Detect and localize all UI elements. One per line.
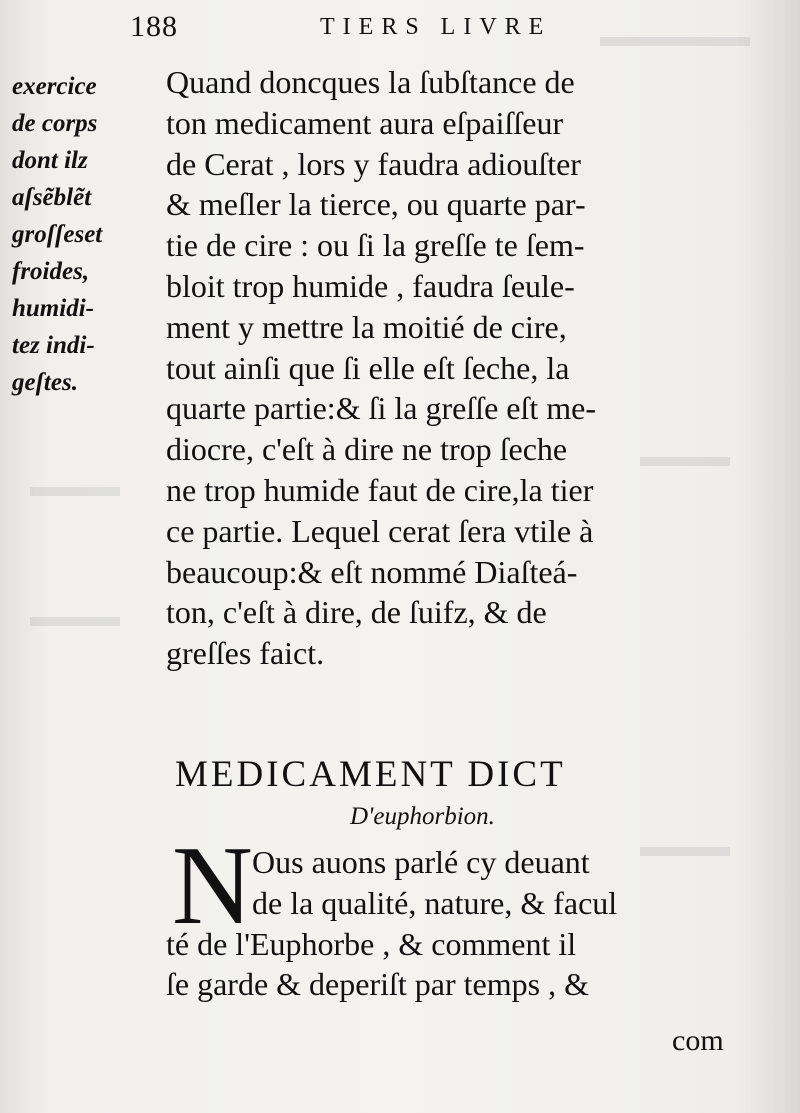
show-through-texture: ▬▬▬▬▬ xyxy=(600,20,750,53)
text-line: de la qualité, nature, & facul xyxy=(252,884,618,921)
margin-note xyxy=(12,68,162,401)
text-line: beaucoup:& eſt nommé Diaſteá- xyxy=(166,553,578,590)
margin-note-line: de corps xyxy=(12,110,98,137)
margin-note-line: froides, xyxy=(12,258,90,285)
page-header xyxy=(130,10,620,50)
text-line: ton, c'eſt à dire, de ſuifz, & de xyxy=(166,594,547,631)
drop-cap: N xyxy=(172,824,253,948)
margin-note-line: exercice xyxy=(12,73,97,100)
running-head: TIERS LIVRE xyxy=(320,14,552,40)
text-line: Quand doncques la ſubſtance de xyxy=(166,64,575,100)
margin-note-line: aſsẽblẽt xyxy=(12,184,92,211)
text-line: tout ainſi que ſi elle eſt ſeche, la xyxy=(166,349,570,386)
text-line: ce partie. Lequel cerat ſera vtile à xyxy=(166,512,594,549)
text-line: diocre, c'eſt à dire ne trop ſeche xyxy=(166,431,568,468)
margin-note-line: tez indi- xyxy=(12,332,95,359)
margin-note-line: dont ilz xyxy=(12,147,88,174)
text-line: & meſler la tierce, ou quarte par- xyxy=(166,186,586,223)
text-line: greſſes faict. xyxy=(166,635,325,672)
text-line: ton medicament aura eſpaiſſeur xyxy=(166,104,564,141)
text-line: Ous auons parlé cy deuant xyxy=(252,844,590,880)
text-line: té de l'Euphorbe , & comment il xyxy=(166,925,577,962)
margin-note-line: geſtes. xyxy=(12,369,78,396)
show-through-texture: ▬▬▬ xyxy=(30,600,120,633)
show-through-texture: ▬▬▬ xyxy=(640,830,730,863)
text-line: de Cerat , lors y faudra adiouſter xyxy=(166,145,581,182)
paragraph-1 xyxy=(166,62,746,674)
section-title: MEDICAMENT DICT xyxy=(175,754,566,795)
text-line: ne trop humide faut de cire,la tier xyxy=(166,471,594,508)
text-line: bloit trop humide , faudra ſeule- xyxy=(166,267,575,304)
catchword: com xyxy=(672,1024,724,1057)
show-through-texture: ▬▬▬ xyxy=(30,470,120,503)
paragraph-2 xyxy=(166,842,746,1005)
text-line: tie de cire : ou ſi la greſſe te ſem- xyxy=(166,227,585,264)
text-line: ment y mettre la moitié de cire, xyxy=(166,308,567,345)
page-number: 188 xyxy=(130,10,178,43)
text-line: ſe garde & deperiſt par temps , & xyxy=(166,966,589,1003)
show-through-texture: ▬▬▬ xyxy=(640,440,730,473)
margin-note-line: groſſeset xyxy=(12,221,103,248)
section-subtitle: D'euphorbion. xyxy=(350,803,495,830)
text-line: quarte partie:& ſi la greſſe eſt me- xyxy=(166,390,597,427)
margin-note-line: humidi- xyxy=(12,295,94,322)
